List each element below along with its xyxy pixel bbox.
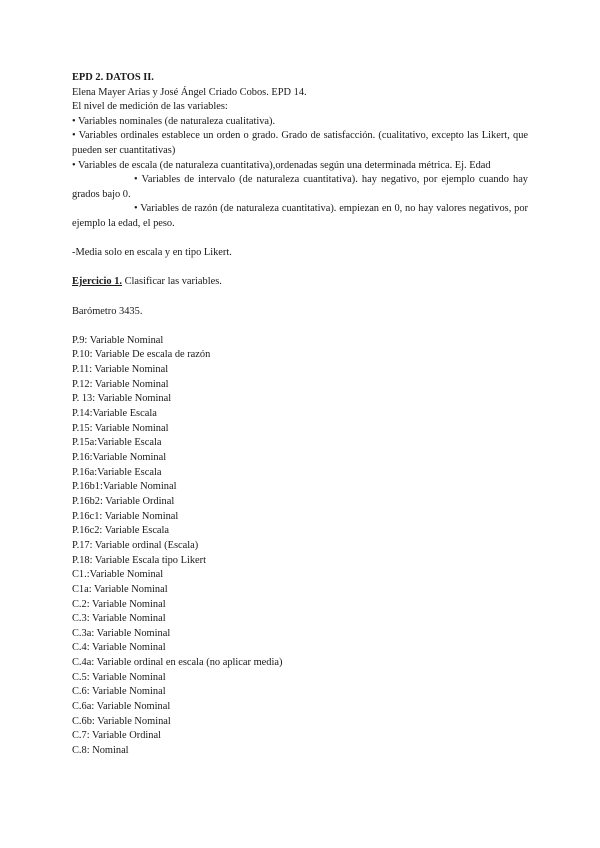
level-ratio [72,202,528,231]
variable-item: C.3a: Variable Nominal [72,627,171,639]
variable-item: P.9: Variable Nominal [72,334,164,346]
variable-item: P. 13: Variable Nominal [72,393,172,405]
variable-item: C.4a: Variable ordinal en escala (no aplicar media) [72,657,283,669]
level-ordinal: • Variables ordinales establece un orden o grado. Grado de satisfacción. (cualitativo, excepto las Likert, que pueden ser cuantitativas) [72,130,528,156]
variable-item: C.6: Variable Nominal [72,686,166,698]
variable-list [72,334,528,759]
variable-item: P.17: Variable ordinal (Escala) [72,539,199,551]
variable-item: C.2: Variable Nominal [72,598,166,610]
level-interval-text: • Variables de intervalo (de naturaleza cuantitativa). hay negativo, por ejemplo cuando hay grados bajo 0. [72,174,528,200]
variable-item: P.15: Variable Nominal [72,422,169,434]
variable-item: C.6b: Variable Nominal [72,715,171,727]
variable-item: P.18: Variable Escala tipo Likert [72,554,206,566]
variable-item: P.10: Variable De escala de razón [72,349,211,361]
exercise-text: Clasificar las variables. [122,276,222,288]
variable-item: P.11: Variable Nominal [72,364,169,375]
document-page [72,71,528,759]
variable-item: P.14:Variable Escala [72,407,157,419]
variable-item: C1a: Variable Nominal [72,583,168,595]
intro-line: El nivel de medición de las variables: [72,101,228,113]
variable-item: P.16b1:Variable Nominal [72,481,177,493]
variable-item: C.6a: Variable Nominal [72,701,171,713]
variable-item: C.3: Variable Nominal [72,613,166,625]
variable-item: C.5: Variable Nominal [72,671,166,683]
exercise-label: Ejercicio 1. [72,276,123,288]
exercise-heading [72,275,528,290]
variable-item: P.12: Variable Nominal [72,378,169,390]
document-title: EPD 2. DATOS II. [72,72,154,83]
variable-item: P.16:Variable Nominal [72,451,167,463]
variable-item: P.15a:Variable Escala [72,437,162,449]
mean-note: -Media solo en escala y en tipo Likert. [72,247,232,259]
level-scale: • Variables de escala (de naturaleza cuantitativa),ordenadas según una determinada métrica. Ej. Edad [72,159,491,171]
level-ratio-text: • Variables de razón (de naturaleza cuantitativa). empiezan en 0, no hay valores negativos, por ejemplo la edad, el peso. [72,203,528,229]
barometer-line: Barómetro 3435. [72,305,143,317]
level-interval [72,173,528,202]
variable-item: P.16c1: Variable Nominal [72,510,179,522]
variable-item: C.7: Variable Ordinal [72,730,161,742]
variable-item: C1.:Variable Nominal [72,569,164,581]
variable-item: P.16b2: Variable Ordinal [72,495,175,507]
authors-line: Elena Mayer Arias y José Ángel Criado Cobos. EPD 14. [72,86,307,98]
variable-item: P.16c2: Variable Escala [72,525,170,537]
variable-item: P.16a:Variable Escala [72,466,162,478]
variable-item: C.8: Nominal [72,745,129,757]
variable-item: C.4: Variable Nominal [72,642,166,654]
level-nominal: • Variables nominales (de naturaleza cualitativa). [72,115,276,127]
